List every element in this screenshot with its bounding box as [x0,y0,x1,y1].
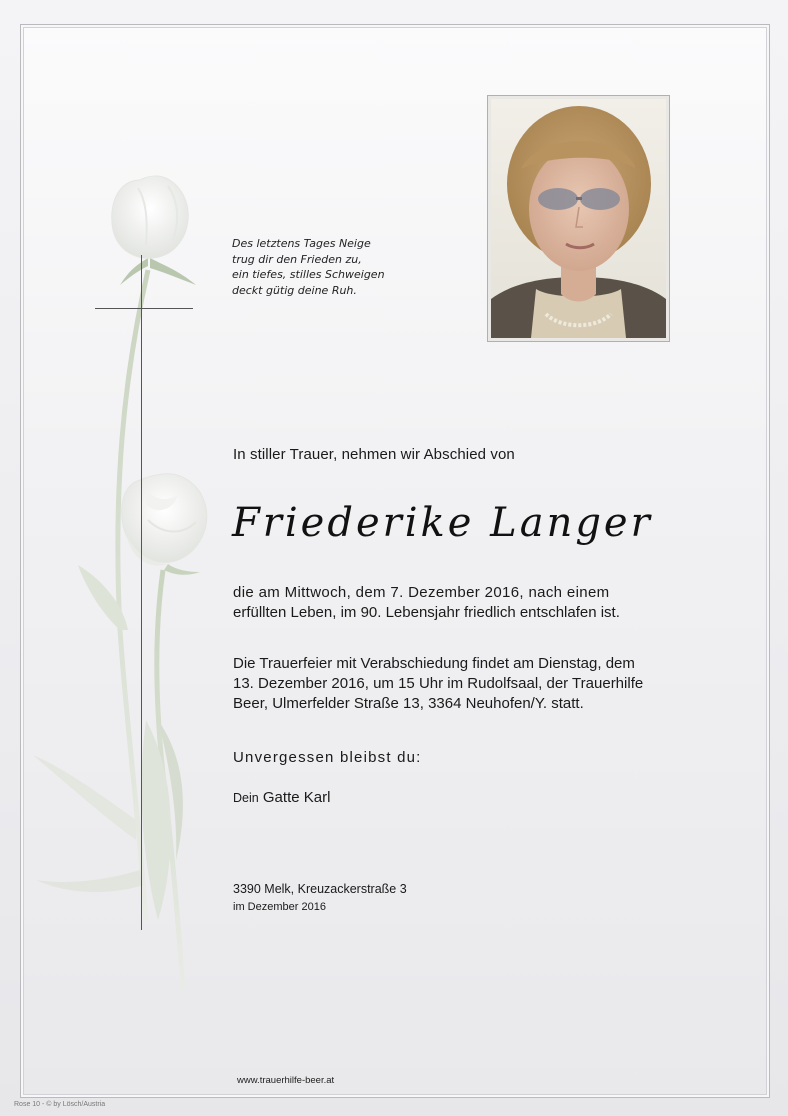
address-line: 3390 Melk, Kreuzackerstraße 3 [233,882,407,896]
funeral-details [233,654,674,714]
portrait-photo [487,95,670,342]
poem [232,236,392,298]
cross-icon [141,255,142,930]
mourner-name: Gatte Karl [262,789,331,806]
poem-line: Des letztens Tages Neige [232,237,371,250]
death-announcement [233,583,674,623]
paragraph-line: erfüllten Leben, im 90. Lebensjahr friedlich entschlafen ist. [233,604,620,621]
address-block [233,880,407,916]
poem-line: ein tiefes, stilles Schweigen [232,268,385,281]
poem-line: trug dir den Frieden zu, [232,252,362,266]
website-link[interactable]: www.trauerhilfe-beer.at [237,1075,335,1086]
paragraph-line: die am Mittwoch, dem 7. Dezember 2016, nach einem [233,584,610,601]
cross-icon-bar [95,308,193,309]
intro-text: In stiller Trauer, nehmen wir Abschied von [233,446,515,463]
mourners [233,789,330,806]
remembrance-text: Unvergessen bleibst du: [233,749,422,766]
date-line: im Dezember 2016 [233,901,326,913]
deceased-name: Friederike Langer [232,500,653,546]
paragraph-line: Die Trauerfeier mit Verabschiedung findet am Dienstag, dem [233,655,635,672]
mourner-prefix: Dein [233,791,259,805]
white-rose-illustration [28,160,258,1010]
paragraph-line: Beer, Ulmerfelder Straße 13, 3364 Neuhofen/Y. statt. [233,695,584,712]
poem-line: deckt gütig deine Ruh. [232,283,357,297]
paragraph-line: 13. Dezember 2016, um 15 Uhr im Rudolfsaal, der Trauerhilfe [233,675,644,692]
footer-credit: Rose 10 - © by Lösch/Austria [14,1101,106,1108]
